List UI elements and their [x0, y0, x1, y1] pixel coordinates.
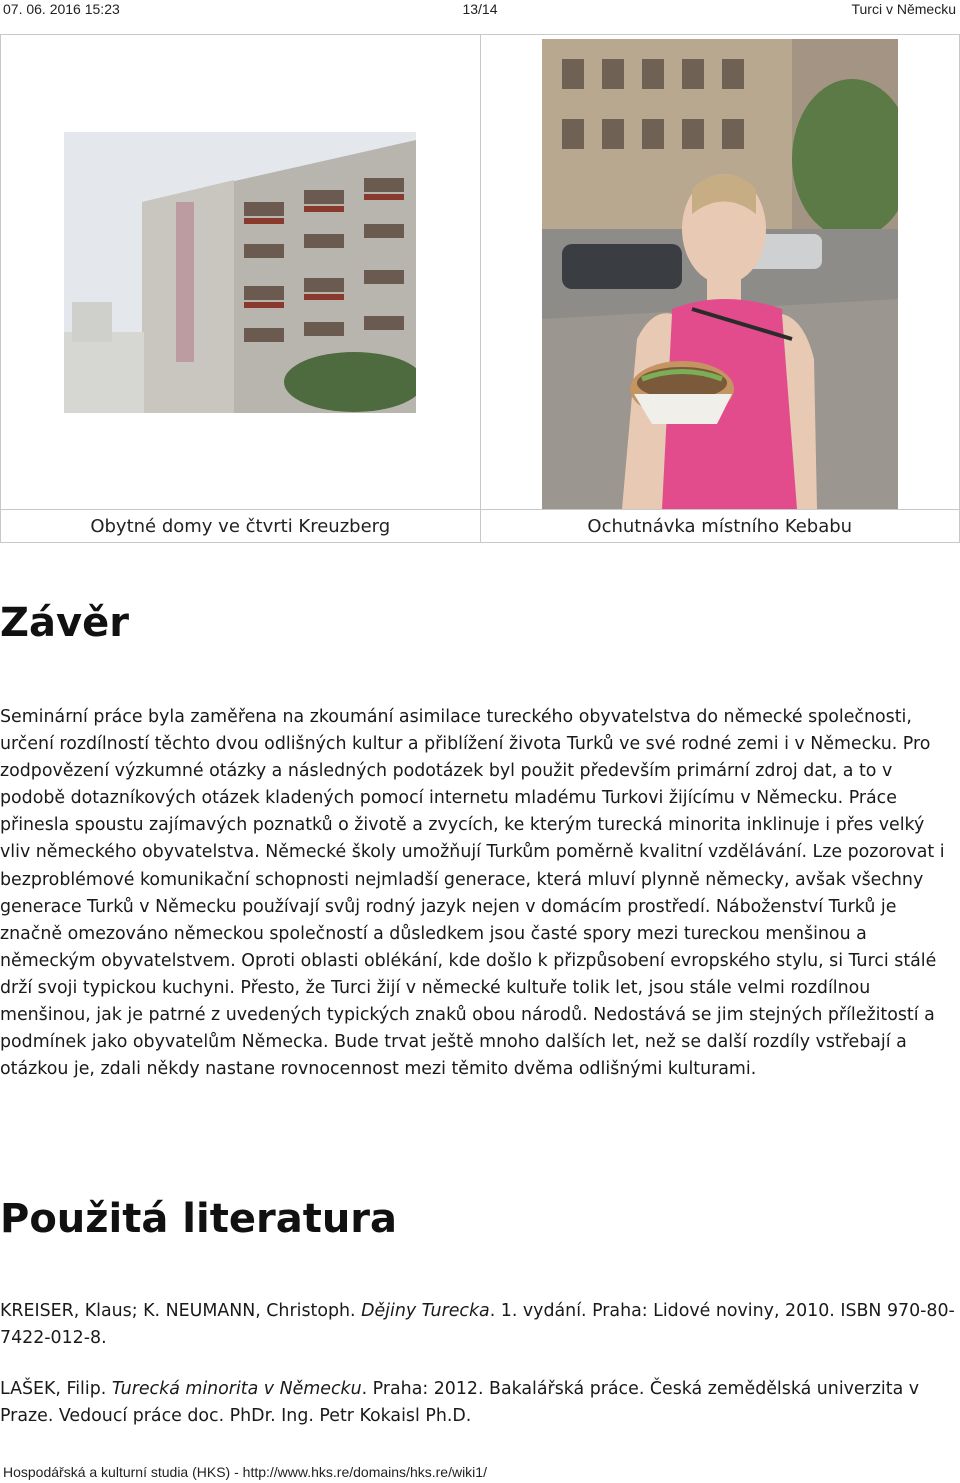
reference-title: Turecká minorita v Německu	[111, 1379, 362, 1399]
photo-cell-1	[1, 35, 481, 510]
reference-details: . 1. vydání. Praha: Lidové noviny, 2010. ISBN 970-80-7422-012-8.	[0, 1301, 955, 1349]
reference-details: . Praha: 2012. Bakalářská práce. Česká zemědělská univerzita v Praze. Vedoucí práce doc. PhDr. Ing. Petr Kokaisl Ph.D.	[0, 1379, 920, 1427]
conclusion-paragraph: Seminární práce byla zaměřena na zkoumání asimilace tureckého obyvatelstva do německé společnosti, určení rozdílností těchto dvou odlišných kultur a přiblížení života Turků ve své rodné zemi i v Německu. Pro zodpovězení výzkumné otázky a následných podotázek byl použit především primární zdroj dat, a to v podobě dotazníkových otázek kladených pomocí internetu mladému Turkovi žijícímu v Německu. Práce přinesla spoustu zajímavých poznatků o životě a zvycích, ke kterým turecká minorita inklinuje i přes velký vliv německého obyvatelstva. Německé školy umožňují Turkům poměrně kvalitní vzdělávání. Lze pozorovat i bezproblémové komunikační schopnosti nejmladší generace, která mluví plynně německy, avšak všechny generace Turků v Německu používají svůj rodný jazyk nejen v domácím prostředí. Náboženství Turků je značně omezováno německou společností a důsledkem jsou časté spory mezi tureckou menšinou a německým obyvatelstvem. Oproti oblasti oblékání, kde došlo k přizpůsobení evropského stylu, si Turci stálé drží svoji typickou kuchyni. Přesto, že Turci žijí v německé kultuře tolik let, jsou stále velmi rozdílnou menšinou, jak je patrné z uvedených typických znaků obou národů. Nedostává se jim stejných příležitostí a podmínek jako obyvatelům Německa. Bude trvat ještě mnoho dalších let, než se další rozdíly vstřebají a otázkou je, zdali někdy nastane rovnocennost mezi těmito dvěma odlišnými kulturami.	[0, 707, 945, 1080]
print-datetime: 07. 06. 2016 15:23	[3, 1, 120, 17]
kebab-tasting-photo	[542, 39, 898, 509]
page-header	[0, 0, 960, 18]
kreuzberg-buildings-photo	[64, 132, 416, 413]
photo-caption-2: Ochutnávka místního Kebabu	[480, 510, 960, 543]
page-footer: Hospodářská a kulturní studia (HKS) - http://www.hks.re/domains/hks.re/wiki1/	[3, 1464, 487, 1480]
photo-cell-2	[480, 35, 960, 510]
literature-heading: Použitá literatura	[0, 1196, 398, 1242]
reference-author: KREISER, Klaus; K. NEUMANN, Christoph.	[0, 1301, 362, 1321]
photo-caption-1: Obytné domy ve čtvrti Kreuzberg	[1, 510, 481, 543]
photo-table	[0, 34, 960, 543]
document-title: Turci v Německu	[851, 1, 956, 17]
reference-item-2	[0, 1376, 958, 1430]
page-number: 13/14	[462, 1, 498, 17]
reference-author: LAŠEK, Filip.	[0, 1379, 112, 1399]
reference-item-1	[0, 1298, 958, 1352]
reference-title: Dějiny Turecka	[361, 1301, 490, 1321]
conclusion-heading: Závěr	[0, 600, 129, 646]
